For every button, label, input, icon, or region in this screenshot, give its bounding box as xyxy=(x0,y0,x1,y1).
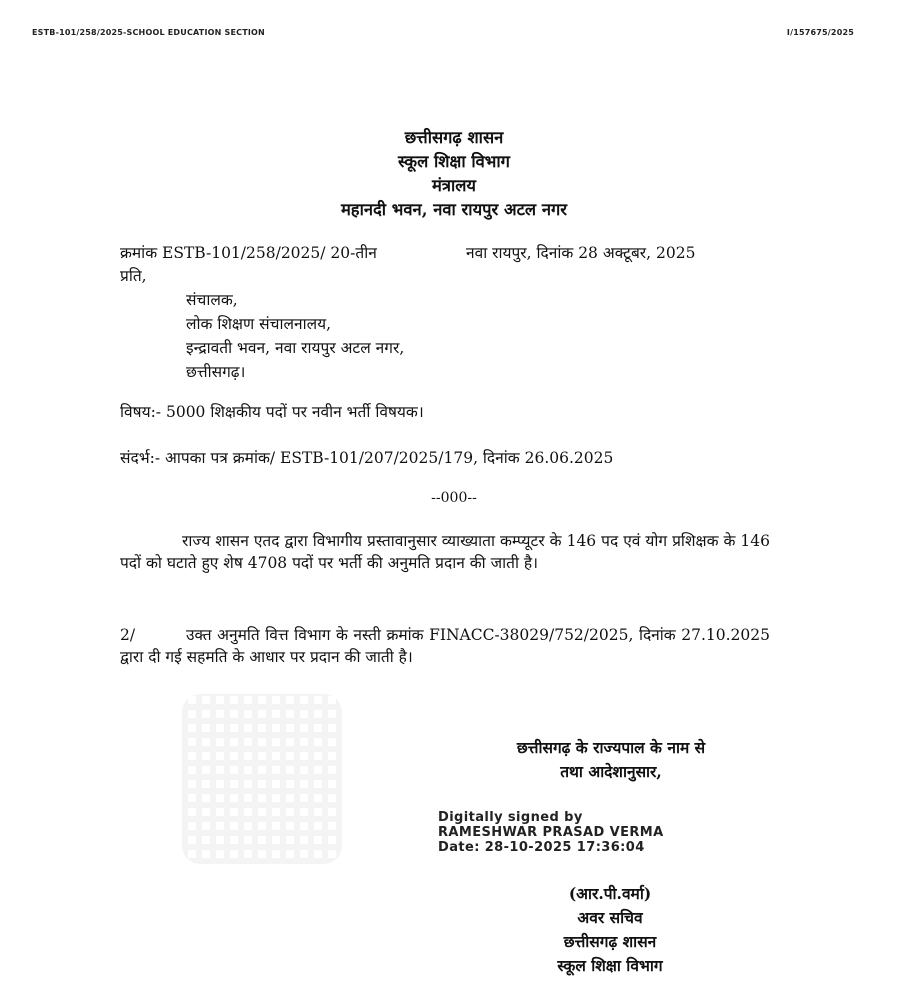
office-heading xyxy=(0,126,908,222)
separator: --000-- xyxy=(431,490,477,506)
recipient-line: छत्तीसगढ़। xyxy=(186,363,246,381)
inward-number-header: I/157675/2025 xyxy=(786,28,854,37)
signer-name: RAMESHWAR PRASAD VERMA xyxy=(438,825,664,840)
office-address: महानदी भवन, नवा रायपुर अटल नगर xyxy=(340,200,568,219)
letter-place-date: नवा रायपुर, दिनांक 28 अक्टूबर, 2025 xyxy=(466,244,696,262)
ministry-name: मंत्रालय xyxy=(431,176,476,195)
faded-watermark xyxy=(182,694,342,864)
recipient-line: लोक शिक्षण संचालनालय, xyxy=(186,315,332,333)
government-name: छत्तीसगढ़ शासन xyxy=(404,128,504,147)
reference-citation: संदर्भ:- आपका पत्र क्रमांक/ ESTB-101/207/2025/179, दिनांक 26.06.2025 xyxy=(120,449,614,467)
closing-line: छत्तीसगढ़ के राज्यपाल के नाम से xyxy=(516,738,706,757)
recipient-line: इन्द्रावती भवन, नवा रायपुर अटल नगर, xyxy=(186,339,405,357)
paragraph-2 xyxy=(120,624,770,668)
file-reference-header: ESTB-101/258/2025-SCHOOL EDUCATION SECTION xyxy=(32,28,265,37)
signatory-name: (आर.पी.वर्मा) xyxy=(568,884,652,903)
recipient-address xyxy=(186,288,404,384)
digital-signature xyxy=(438,810,664,855)
signatory-department: स्कूल शिक्षा विभाग xyxy=(557,956,663,975)
signatory-government: छत्तीसगढ़ शासन xyxy=(563,932,657,951)
closing-line: तथा आदेशानुसार, xyxy=(560,762,662,781)
letter-number: क्रमांक ESTB-101/258/2025/ 20-तीन xyxy=(120,244,377,262)
signature-caption: Digitally signed by xyxy=(438,810,583,825)
department-name: स्कूल शिक्षा विभाग xyxy=(398,152,510,171)
signature-date: Date: 28-10-2025 17:36:04 xyxy=(438,840,645,855)
paragraph-number: 2/ xyxy=(120,626,136,644)
recipient-line: संचालक, xyxy=(186,291,238,309)
signatory-designation: अवर सचिव xyxy=(577,908,643,927)
subject-line: विषय:- 5000 शिक्षकीय पदों पर नवीन भर्ती विषयक। xyxy=(120,403,424,421)
paragraph-2-text: उक्त अनुमति वित्त विभाग के नस्ती क्रमांक FINACC-38029/752/2025, दिनांक 27.10.2025 द्वारा दी गई सहमति के आधार पर प्रदान की जाती है। xyxy=(120,626,770,666)
signatory-block xyxy=(500,882,720,978)
to-label: प्रति, xyxy=(120,267,147,285)
paragraph-1: राज्य शासन एतद द्वारा विभागीय प्रस्तावानुसार व्याख्याता कम्प्यूटर के 146 पद एवं योग प्रशिक्षक के 146 पदों को घटाते हुए शेष 4708 पदों पर भर्ती की अनुमति प्रदान की जाती है। xyxy=(120,532,770,572)
closing-block xyxy=(476,736,746,784)
